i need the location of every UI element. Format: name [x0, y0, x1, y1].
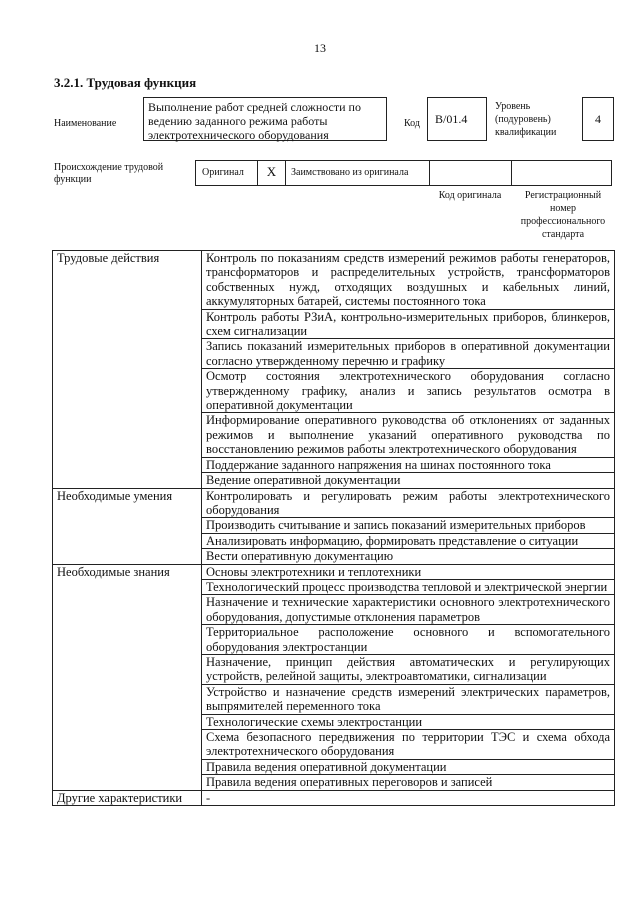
- origin-label: Происхождение трудовой функции: [54, 162, 164, 185]
- labor-function-table: [52, 250, 615, 806]
- item-cell: Ведение оперативной документации: [202, 473, 615, 488]
- reg-number-caption: Регистрационный номер профессионального стандарта: [520, 190, 606, 240]
- category-cell: Трудовые действия: [53, 251, 202, 489]
- item-cell: Технологический процесс производства тепловой и электрической энергии: [202, 579, 615, 594]
- name-label: Наименование: [54, 118, 117, 129]
- section-title: 3.2.1. Трудовая функция: [54, 75, 197, 90]
- item-cell: Информирование оперативного руководства об отклонениях от заданных режимов и выполнение указаний оперативного руководства по восстановлению режимов работы электротехнического оборудования: [202, 413, 615, 457]
- code-label: Код: [404, 118, 420, 129]
- item-cell: Анализировать информацию, формировать представление о ситуации: [202, 533, 615, 548]
- item-cell: Назначение и технические характеристики основного электротехнического оборудования, допустимые отклонения параметров: [202, 595, 615, 625]
- item-cell: -: [202, 790, 615, 805]
- origin-code-cell: [430, 161, 512, 185]
- item-cell: Запись показаний измерительных приборов в оперативной документации согласно утвержденному перечню и графику: [202, 339, 615, 369]
- item-cell: Вести оперативную документацию: [202, 549, 615, 564]
- item-cell: Схема безопасного передвижения по территории ТЭС и схема обхода электротехнического оборудования: [202, 730, 615, 760]
- function-name-box: Выполнение работ средней сложности по ведению заданного режима работы электротехнического оборудования: [143, 97, 387, 141]
- item-cell: Устройство и назначение средств измерений электрических параметров, выпрямителей переменного тока: [202, 684, 615, 714]
- code-original-caption: Код оригинала: [438, 190, 502, 201]
- item-cell: Правила ведения оперативной документации: [202, 759, 615, 774]
- item-cell: Назначение, принцип действия автоматических и регулирующих устройств, релейной защиты, электроавтоматики, сигнализации: [202, 654, 615, 684]
- origin-reg-cell: [512, 161, 611, 185]
- table-row: [53, 790, 615, 805]
- item-cell: Контроль работы РЗиА, контрольно-измерительных приборов, блинкеров, схем сигнализации: [202, 309, 615, 339]
- item-cell: Контролировать и регулировать режим работы электротехнического оборудования: [202, 488, 615, 518]
- origin-borrowed-cell: Заимствовано из оригинала: [286, 161, 430, 185]
- item-cell: Территориальное расположение основного и вспомогательного оборудования электростанции: [202, 625, 615, 655]
- item-cell: Осмотр состояния электротехнического оборудования согласно утвержденному графику, анализ и запись результатов осмотра в оперативной документации: [202, 369, 615, 413]
- category-cell: Другие характеристики: [53, 790, 202, 805]
- origin-mark-cell: X: [258, 161, 286, 185]
- page-number: 13: [314, 41, 326, 55]
- item-cell: Контроль по показаниям средств измерений режимов работы генераторов, трансформаторов и распределительных устройств, трансформаторов собственных нужд, отходящих воздушных и кабельных линий, аккумуляторных батарей, системы постоянного тока: [202, 251, 615, 310]
- item-cell: Поддержание заданного напряжения на шинах постоянного тока: [202, 457, 615, 472]
- origin-row: [195, 160, 612, 186]
- item-cell: Производить считывание и запись показаний измерительных приборов: [202, 518, 615, 533]
- origin-original-cell: Оригинал: [196, 161, 258, 185]
- level-value-box: 4: [582, 97, 614, 141]
- table-row: [53, 251, 615, 310]
- code-value-box: B/01.4: [427, 97, 487, 141]
- level-label: Уровень (подуровень) квалификации: [495, 101, 557, 138]
- category-cell: Необходимые знания: [53, 564, 202, 790]
- item-cell: Основы электротехники и теплотехники: [202, 564, 615, 579]
- table-row: [53, 564, 615, 579]
- item-cell: Технологические схемы электростанции: [202, 714, 615, 729]
- category-cell: Необходимые умения: [53, 488, 202, 564]
- item-cell: Правила ведения оперативных переговоров и записей: [202, 775, 615, 790]
- table-row: [53, 488, 615, 518]
